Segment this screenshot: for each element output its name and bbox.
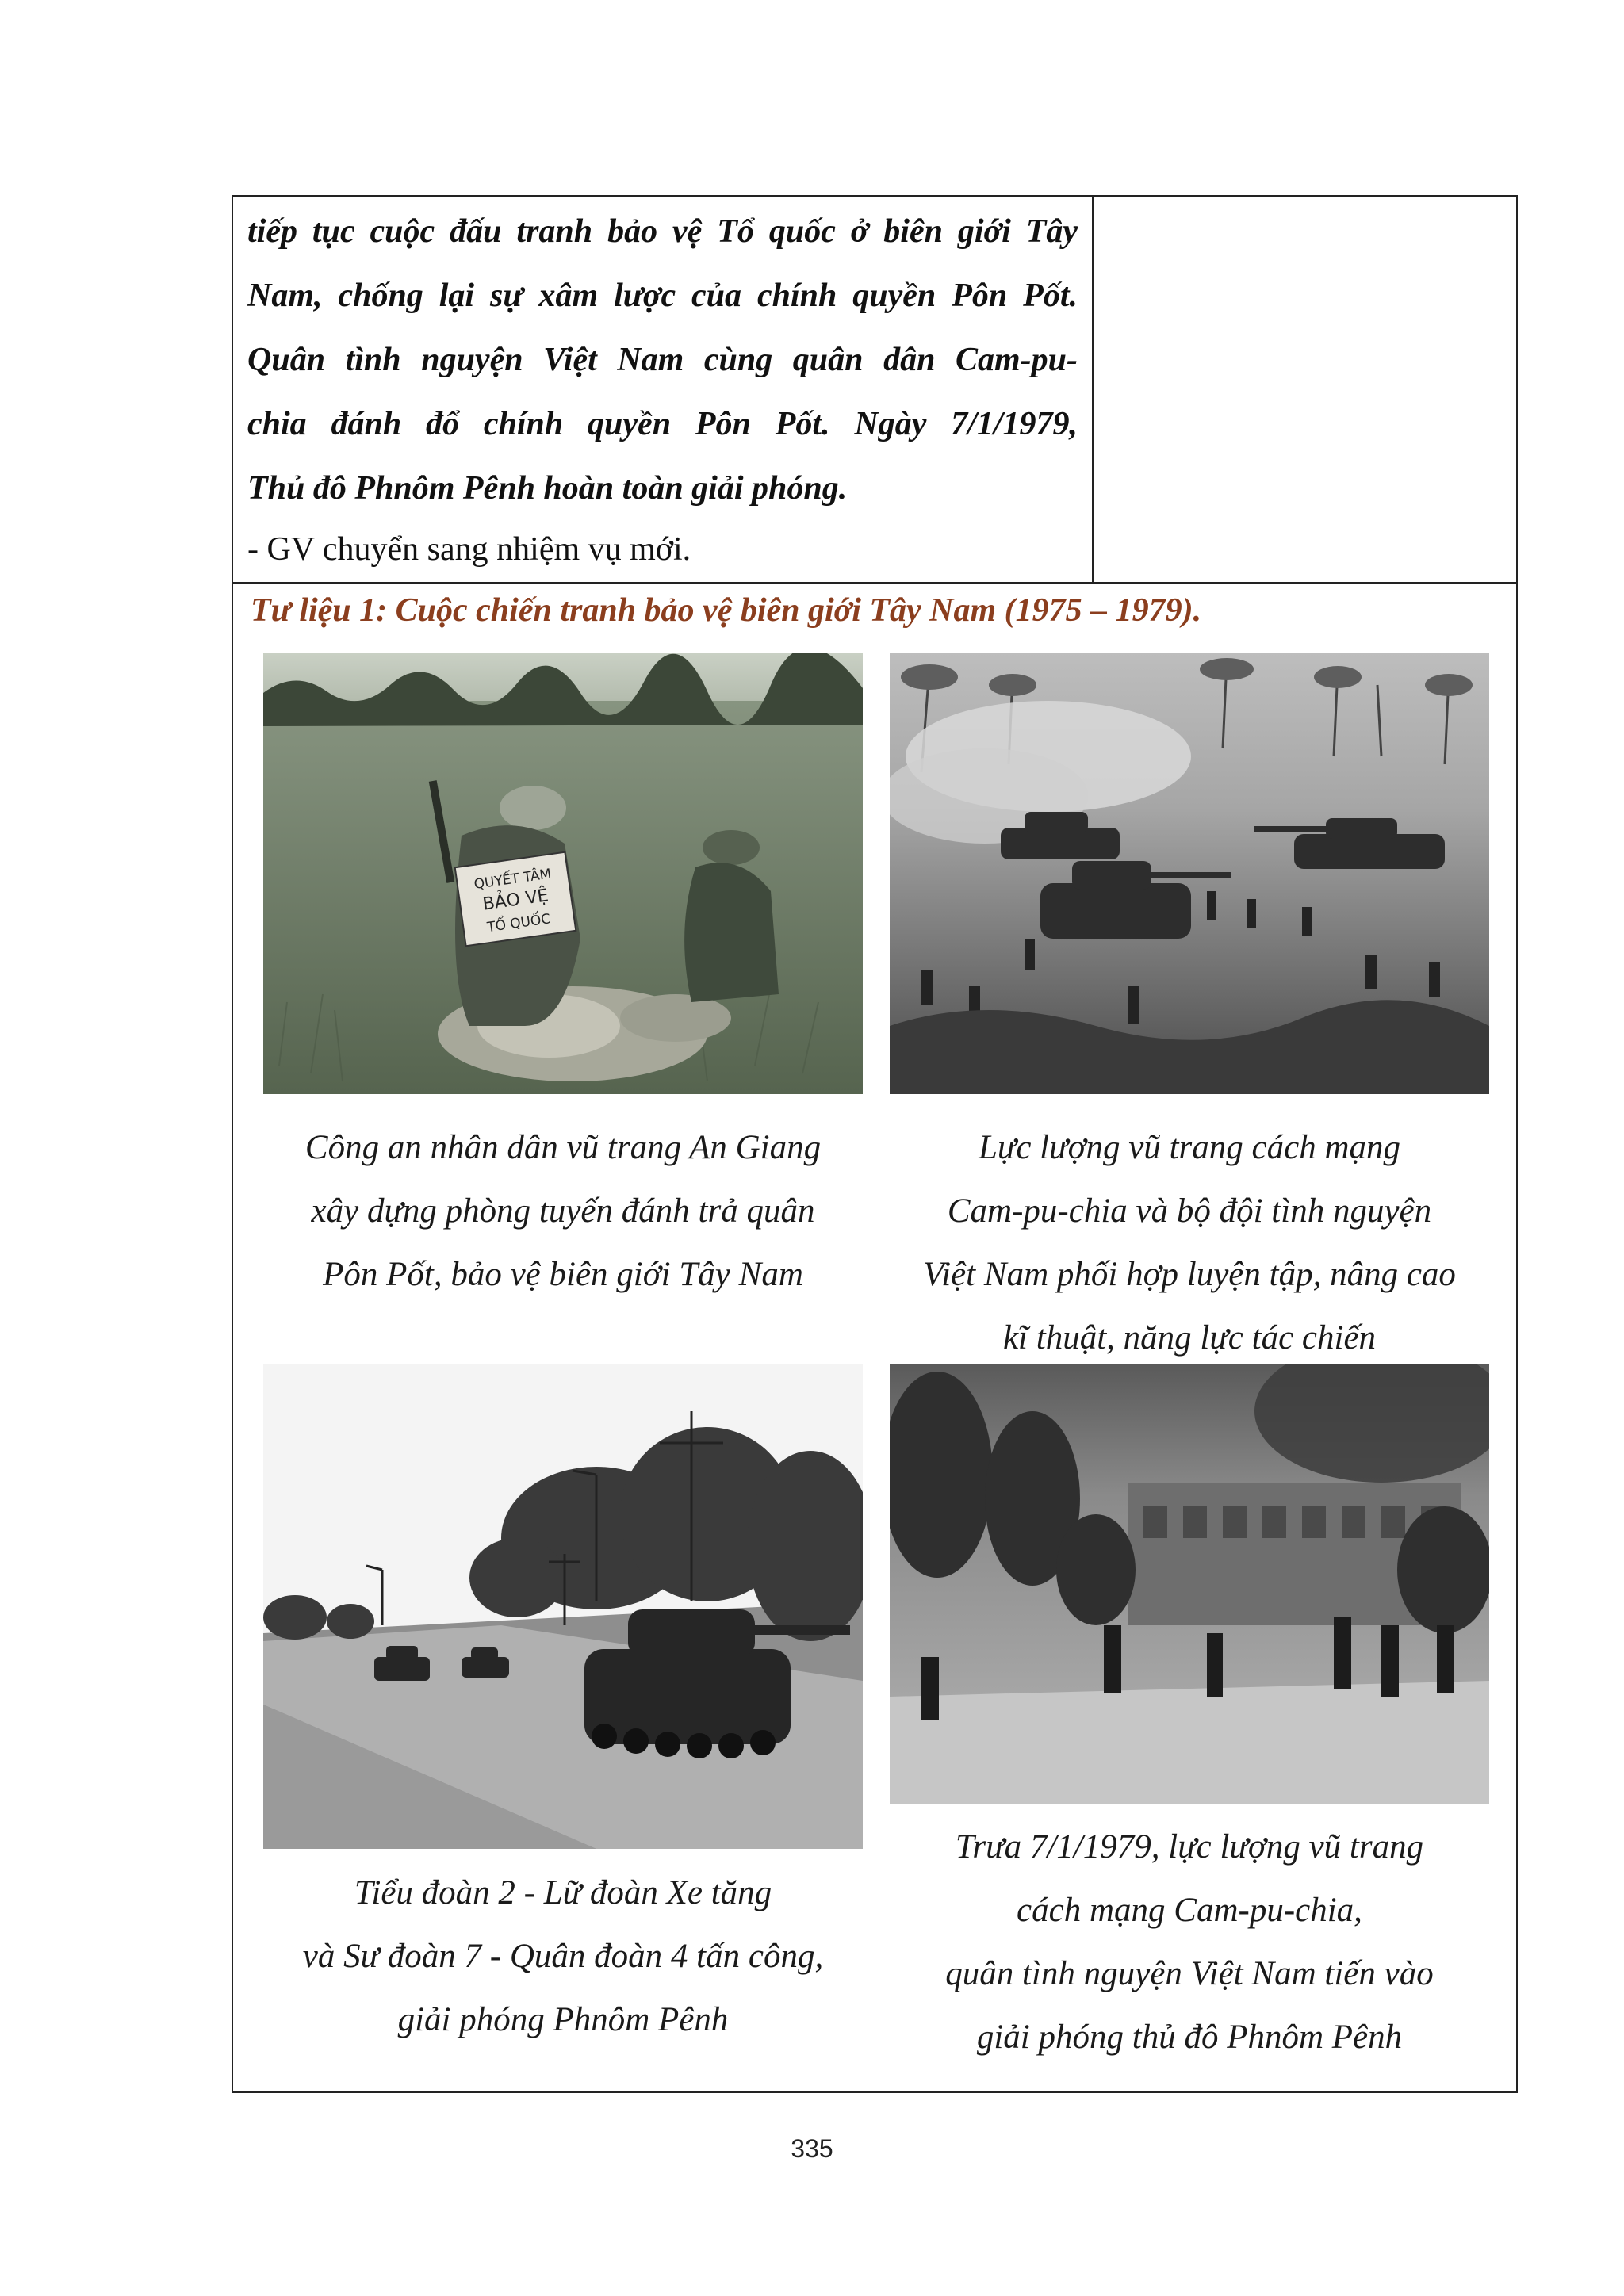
summary-line: tiếp tục cuộc đấu tranh bảo vệ Tổ quốc ở biên giới Tây	[247, 213, 1078, 250]
summary-line: Thủ đô Phnôm Pênh hoàn toàn giải phóng.	[247, 470, 848, 507]
table-row-text	[233, 197, 1516, 584]
photo-tanks-troops-svg	[890, 653, 1489, 1094]
photo-soldiers-sign-svg	[263, 653, 863, 1094]
summary-line: chia đánh đổ chính quyền Pôn Pốt. Ngày 7/1/1979,	[247, 406, 1078, 442]
caption-line: quân tình nguyện Việt Nam tiến vào	[945, 1955, 1434, 1992]
caption-line: kĩ thuật, năng lực tác chiến	[1002, 1319, 1377, 1357]
caption-line: giải phóng Phnôm Pênh	[397, 2001, 729, 2038]
soldiers-with-sign-photo	[263, 653, 863, 1094]
sign-text: TỔ QUỐC	[486, 911, 552, 936]
caption-line: xây dựng phòng tuyến đánh trả quân	[311, 1192, 815, 1230]
caption-line: Trưa 7/1/1979, lực lượng vũ trang	[955, 1828, 1424, 1866]
tanks-and-troops-photo	[890, 653, 1489, 1094]
caption-line: Công an nhân dân vũ trang An Giang	[304, 1129, 822, 1166]
empty-cell	[1094, 197, 1516, 582]
caption-line: Lực lượng vũ trang cách mạng	[978, 1129, 1401, 1166]
page-number: 335	[791, 2134, 833, 2163]
photo-caption	[890, 1116, 1489, 1370]
sign-text: QUYẾT TÂM	[473, 866, 553, 893]
photo-caption	[890, 1816, 1489, 2069]
tank-column-road-photo	[263, 1364, 863, 1849]
caption-line: cách mạng Cam-pu-chia,	[1017, 1892, 1362, 1929]
content-cell	[233, 197, 1094, 582]
photo-caption	[263, 1862, 863, 2052]
caption-line: Tiểu đoàn 2 - Lữ đoàn Xe tăng	[354, 1874, 772, 1911]
caption-line: giải phóng thủ đô Phnôm Pênh	[976, 2019, 1403, 2056]
document-table	[232, 195, 1518, 2093]
document-heading: Tư liệu 1: Cuộc chiến tranh bảo vệ biên giới Tây Nam (1975 – 1979).	[251, 592, 1202, 629]
summary-line: Nam, chống lại sự xâm lược của chính quyền Pôn Pốt.	[247, 277, 1078, 314]
caption-line: Việt Nam phối hợp luyện tập, nâng cao	[923, 1256, 1456, 1293]
caption-line: và Sư đoàn 7 - Quân đoàn 4 tấn công,	[302, 1938, 824, 1975]
troops-advancing-city-photo	[890, 1364, 1489, 1804]
photo-troops-city-svg	[890, 1364, 1489, 1804]
summary-line: Quân tình nguyện Việt Nam cùng quân dân Cam-pu-	[247, 342, 1078, 378]
sign-text: BẢO VỆ	[481, 886, 550, 915]
caption-line: Pôn Pốt, bảo vệ biên giới Tây Nam	[323, 1256, 803, 1293]
caption-line: Cam-pu-chia và bộ đội tình nguyện	[947, 1192, 1432, 1230]
photo-caption	[263, 1116, 863, 1307]
teacher-instruction: - GV chuyển sang nhiệm vụ mới.	[247, 531, 691, 568]
summary-paragraph	[247, 197, 1078, 521]
photo-tank-column-svg	[263, 1364, 863, 1849]
